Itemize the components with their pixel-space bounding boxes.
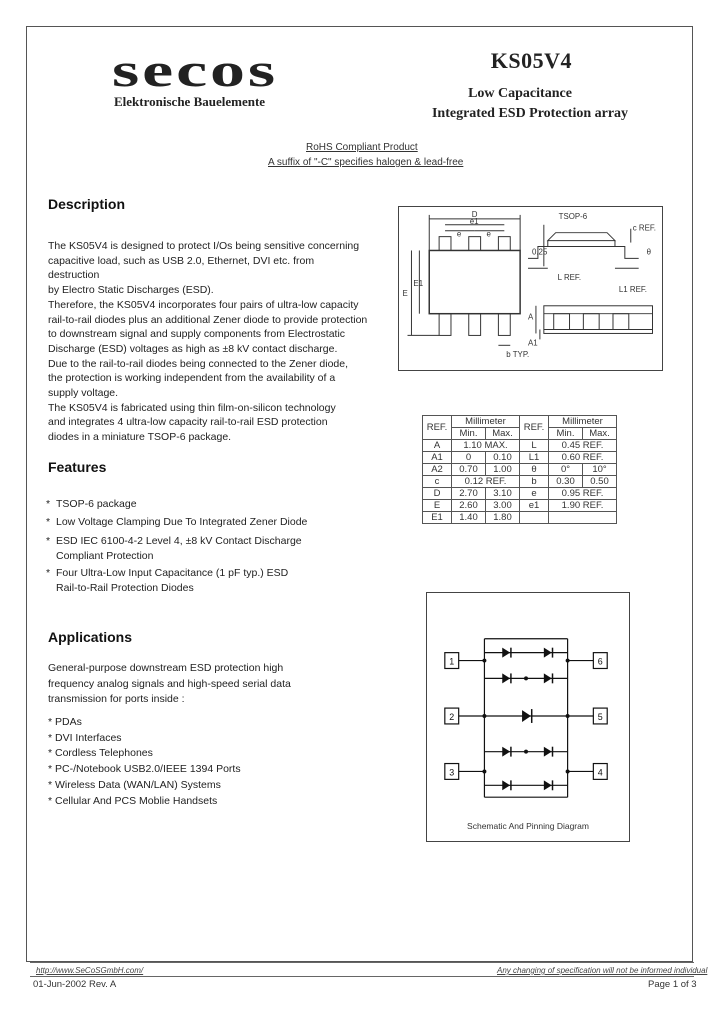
bullet: * [46, 567, 51, 579]
list-item: * Cordless Telephones [48, 747, 153, 760]
list-item: * PDAs [48, 716, 82, 728]
list-item: * DVI Interfaces [48, 731, 122, 744]
label-E1: E1 [413, 279, 424, 289]
label-A1: A1 [528, 338, 538, 348]
label-L1: L1 REF. [618, 284, 647, 294]
rohs-line2: A suffix of "-C" specifies halogen & lead-free [268, 157, 464, 168]
rohs-line1: RoHS Compliant Product [306, 142, 418, 153]
label-package-name: TSOP-6 [558, 211, 588, 221]
footer-url[interactable]: http://www.SeCoSGmbH.com/ [36, 966, 144, 975]
bullet: * [46, 498, 51, 510]
table-row: E1 1.40 1.80 [423, 512, 617, 524]
label-c: c REF. [632, 223, 656, 233]
features-heading: Features [48, 459, 107, 475]
bullet: * [46, 516, 51, 528]
part-number: KS05V4 [490, 48, 572, 73]
label-theta: θ [646, 247, 651, 257]
label-e1: e1 [469, 216, 479, 226]
label-E: E [402, 288, 408, 298]
footer-divider [30, 976, 694, 977]
desc-line: Discharge (ESD) voltages as high as ±8 kV contact discharge. [48, 342, 338, 355]
feature-item: * ESD IEC 6100-4-2 Level 4, ±8 kV Contact Discharge Compliant Protection [46, 535, 302, 562]
label-b: b TYP. [506, 350, 530, 360]
label-e: e [456, 229, 462, 239]
pin-5-label: 5 [597, 711, 603, 722]
list-item: * PC-/Notebook USB2.0/IEEE 1394 Ports [48, 763, 241, 776]
footer-note: Any changing of specification will not be informed individual [497, 966, 708, 975]
table-row: E 2.60 3.00 e1 1.90 REF. [423, 500, 617, 512]
schematic-caption: Schematic And Pinning Diagram [467, 821, 589, 831]
pin-2-label: 2 [449, 711, 455, 722]
description-text [48, 239, 368, 445]
table-row: c 0.12 REF. b 0.30 0.50 [423, 476, 617, 488]
applications-intro: General-purpose downstream ESD protection high frequency analog signals and high-speed serial data transmission for ports inside : [48, 662, 291, 706]
bullet: * [46, 535, 51, 547]
label-A: A [528, 312, 534, 322]
feature-item: * TSOP-6 package [46, 498, 137, 510]
schematic-diagram [426, 592, 630, 842]
desc-line: to downstream signal and supply components from Electrostatic [48, 328, 346, 341]
pin-3-label: 3 [449, 767, 455, 778]
table-subheader-row: Min. Max. Min. Max. [423, 428, 617, 440]
secos-logo [112, 52, 282, 94]
pin-4-label: 4 [597, 767, 603, 778]
desc-line: rail-to-rail diodes plus an additional Zener diode to provide protection [48, 313, 368, 326]
label-e: e [486, 229, 491, 239]
footer-page: Page 1 of 3 [648, 979, 697, 990]
table-row: D 2.70 3.10 e 0.95 REF. [423, 488, 617, 500]
footer-date: 01-Jun-2002 Rev. A [33, 979, 117, 990]
title-line1: Low Capacitance [468, 86, 572, 101]
desc-line: capacitive load, such as USB 2.0, Ethernet, DVI etc. from destruction [48, 254, 315, 282]
footer-divider [30, 962, 694, 963]
feature-item: * Low Voltage Clamping Due To Integrated Zener Diode [46, 516, 308, 528]
desc-line: and integrates 4 ultra-low capacity rail-to-rail ESD protection [48, 416, 328, 429]
list-item: * Wireless Data (WAN/LAN) Systems [48, 778, 221, 791]
list-item: * Cellular And PCS Moblie Handsets [48, 794, 218, 807]
desc-line: The KS05V4 is designed to protect I/Os being sensitive concerning [48, 240, 360, 252]
label-L: L REF. [557, 273, 582, 283]
applications-list [48, 715, 241, 809]
package-outline-drawing [398, 206, 663, 371]
table-row: A 1.10 MAX. L 0.45 REF. [423, 440, 617, 452]
feature-item: * Four Ultra-Low Input Capacitance (1 pF typ.) ESD Rail-to-Rail Protection Diodes [46, 567, 289, 594]
table-header-row: REF. Millimeter REF. Millimeter [423, 416, 617, 428]
desc-line: by Electro Static Discharges (ESD). [48, 284, 214, 297]
desc-line: supply voltage. [48, 387, 119, 400]
pin-1-label: 1 [449, 656, 455, 667]
description-heading: Description [48, 196, 126, 212]
desc-line: Therefore, the KS05V4 incorporates four pairs of ultra-low capacity [48, 298, 359, 311]
title-line2: Integrated ESD Protection array [431, 106, 629, 121]
desc-line: diodes in a miniature TSOP-6 package. [48, 431, 232, 444]
table-row: A1 0 0.10 L1 0.60 REF. [423, 452, 617, 464]
dimension-table [422, 415, 617, 524]
applications-heading: Applications [48, 629, 133, 645]
desc-line: the protection is working independent from the availability of a [48, 372, 336, 385]
desc-line: The KS05V4 is fabricated using thin film-on-silicon technology [48, 401, 336, 414]
pin-6-label: 6 [597, 656, 603, 667]
brand-subtitle: Elektronische Bauelemente [114, 94, 266, 109]
logo-text: secos [112, 52, 278, 94]
desc-line: Due to the rail-to-rail diodes being connected to the Zener diode, [48, 357, 349, 370]
label-025: 0.25 [531, 247, 548, 257]
table-row: A2 0.70 1.00 θ 0° 10° [423, 464, 617, 476]
label-D: D [471, 209, 478, 219]
